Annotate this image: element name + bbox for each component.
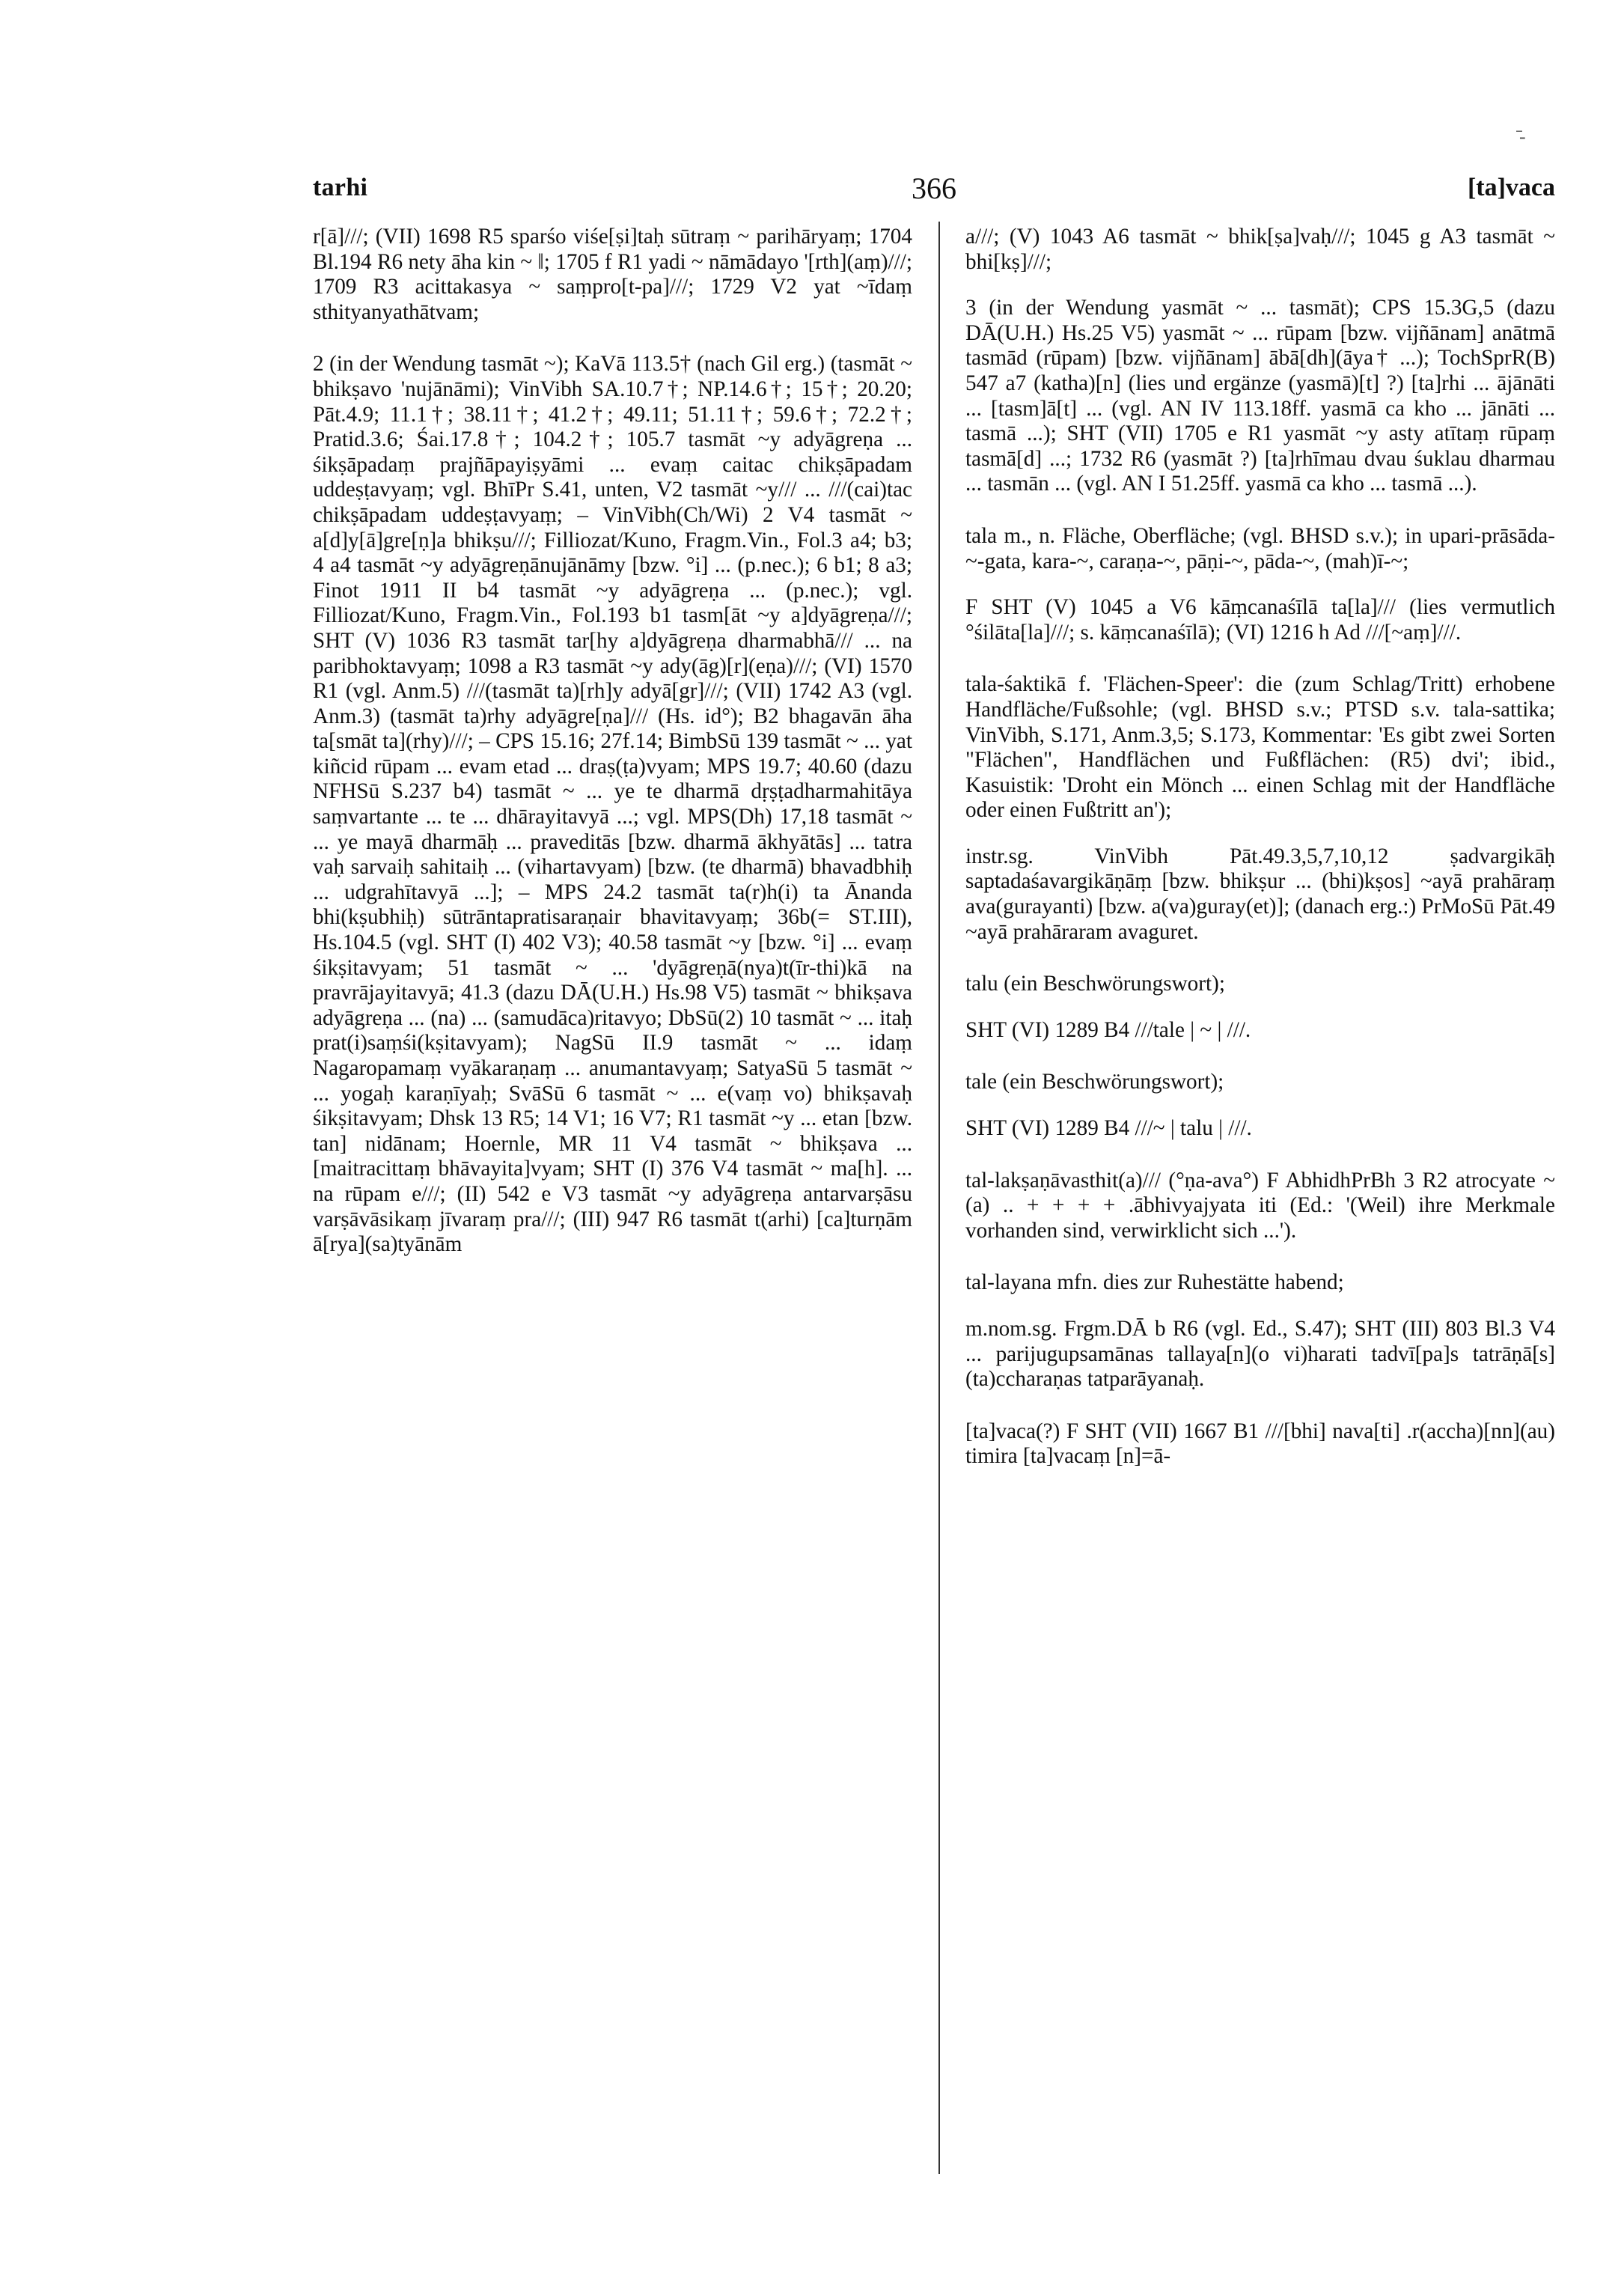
header-right-word: [ta]vaca — [1467, 174, 1555, 201]
right-column — [965, 225, 1555, 1469]
column-divider — [938, 222, 940, 2174]
entry-paragraph: m.nom.sg. Frgm.DĀ b R6 (vgl. Ed., S.47); SHT (III) 803 Bl.3 V4 ... parijugupsamānas tallaya[n](o vi)harati tadvī[pa]s tatrāṇā[s] (ta)ccharaṇas tatparāyanaḥ. — [965, 1317, 1555, 1392]
entry-paragraph: r[ā]///; (VII) 1698 R5 sparśo viśe[ṣi]taḥ sūtraṃ ~ parihāryaṃ; 1704 Bl.194 R6 nety āha kin ~ ‖; 1705 f R1 yadi ~ nāmādayo '[rth](aṃ)///; 1709 R3 acittakasya ~ saṃpro[t-pa]///; 1729 V2 yat ~īdaṃ sthityanyathātvam; — [313, 225, 912, 324]
entry-headword-tavaca: [ta]vaca(?) F SHT (VII) 1667 B1 ///[bhi] nava[ti] .r(accha)[nn](au) timira [ta]vacaṃ [n]=ā- — [965, 1419, 1555, 1469]
entry-paragraph: SHT (VI) 1289 B4 ///tale | ~ | ///. — [965, 1017, 1251, 1042]
entry-headword-talu: talu (ein Beschwörungswort); — [965, 972, 1225, 996]
entry-headword-tal-layana: tal-layana mfn. dies zur Ruhestätte habend; — [965, 1270, 1344, 1295]
corner-mark: ̄‑ — [1519, 126, 1526, 147]
page-header — [313, 171, 1555, 211]
page-number: 366 — [912, 171, 956, 205]
entry-headword-tala-saktika: tala-śaktikā f. 'Flächen-Speer': die (zum Schlag/Tritt) erhobene Handfläche/Fußsohle; (vgl. BHSD s.v.; PTSD s.v. tala-sattika; VinVibh, S.171, Anm.3,5; S.173, Kommentar: 'Es gibt zwei Sorten "Flächen", Handflächen und Fußflächen: (R5) dvi'; ibid., Kasuistik: 'Droht ein Mönch ... einen Schlag mit der Handfläche oder einen Fußtritt an'); — [965, 672, 1555, 823]
entry-paragraph: instr.sg. VinVibh Pāt.49.3,5,7,10,12 ṣadvargikāḥ saptadaśavargikāṇāṃ [bzw. bhikṣur ... (bhi)kṣos] ~ayā prahāraṃ ava(gurayanti) [bzw. a(va)guray(et)]; (danach erg.:) PrMoSū Pāt.49 ~ayā prahāraram avaguret. — [965, 844, 1555, 944]
entry-headword-tale: tale (ein Beschwörungswort); — [965, 1070, 1224, 1094]
entry-paragraph: 2 (in der Wendung tasmāt ~); KaVā 113.5† (nach Gil erg.) (tasmāt ~ bhikṣavo 'nujānāmi); VinVibh SA.10.7†; NP.14.6†; 15†; 20.20; Pāt.4.9; 11.1†; 38.11†; 41.2†; 49.11; 51.11†; 59.6†; 72.2†; Pratid.3.6; Śai.17.8†; 104.2†; 105.7 tasmāt ~y adyāgreṇa ... śikṣāpadaṃ prajñāpayiṣyāmi ... evaṃ caitac chikṣāpadam uddeṣṭavyaṃ; vgl. BhīPr S.41, unten, V2 tasmāt ~y/// ... ///(cai)tac chikṣāpadam uddeṣṭavyaṃ; – VinVibh(Ch/Wi) 2 V4 tasmāt ~ a[d]y[ā]gre[ṇ]a bhikṣu///; Filliozat/Kuno, Fragm.Vin., Fol.3 a4; b3; 4 a4 tasmāt ~y adyāgreṇānujānāmy [bzw. °i] ... (p.nec.); 6 b1; 8 a3; Finot 1911 II b4 tasmāt ~y adyāgreṇa ... (p.nec.); vgl. Filliozat/Kuno, Fragm.Vin., Fol.193 b1 tasm[āt ~y a]dyāgreṇa///; SHT (V) 1036 R3 tasmāt tar[hy a]dyāgreṇa dharmabhā/// ... na paribhoktavyaṃ; 1098 a R3 tasmāt ~y ady(āg)[r](eṇa)///; (VI) 1570 R1 (vgl. Anm.5) ///(tasmāt ta)[rh]y adyā[gr]///; (VII) 1742 A3 (vgl. Anm.3) (tasmāt ta)rhy adyāgre[ṇa]/// (Hs. id°); B2 bhagavān āha ta[smāt ta](rhy)///; – CPS 15.16; 27f.14; BimbSū 139 tasmāt ~ ... yat kiñcid rūpam ... evam etad ... draṣ(ṭa)vyam; MPS 19.7; 40.60 (dazu NFHSū S.237 b4) tasmāt ~ ... ye te dharmā dṛṣṭadharmahitāya saṃvartante ... te ... dhārayitavyā ...; vgl. MPS(Dh) 17,18 tasmāt ~ ... ye mayā dharmāḥ ... praveditās [bzw. dharmā ākhyātās] ... tatra vaḥ sarvaiḥ sahitaiḥ ... (vihartavyam) [bzw. (te dharmā) bhavadbhiḥ ... udgrahītavyā ...]; – MPS 24.2 tasmāt ta(r)h(i) ta Ānanda bhi(kṣubhiḥ) sūtrāntapratisaraṇair bhavitavyaṃ; 36b(= ST.III), Hs.104.5 (vgl. SHT (I) 402 V3); 40.58 tasmāt ~y [bzw. °i] ... evaṃ śikṣitavyam; 51 tasmāt ~ ... 'dyāgreṇā(nya)t(īr-thi)kā na pravrājayitavyā; 41.3 (dazu DĀ(U.H.) Hs.98 V5) tasmāt ~ bhikṣava adyāgreṇa ... (na) ... (samudāca)ritavyo; DbSū(2) 10 tasmāt ~ ... itaḥ prat(i)saṃśi(kṣitavyam); NagSū II.9 tasmāt ~ ... idaṃ Nagaropamaṃ vyākaraṇaṃ ... anumantavyaṃ; SatyaSū 5 tasmāt ~ ... yogaḥ karaṇīyaḥ; SvāSū 6 tasmāt ~ ... e(vaṃ vo) bhikṣavaḥ śikṣitavyam; Dhsk 13 R5; 14 V1; 16 V7; R1 tasmāt ~y ... etan [bzw. tan] nidānam; Hoernle, MR 11 V4 tasmāt ~ bhikṣava ... [maitracittaṃ bhāvayita]vyam; SHT (I) 376 V4 tasmāt ~ ma[h]. ... na rūpam e///; (II) 542 e V3 tasmāt ~y adyāgreṇa antarvarṣāsu varṣāvāsikaṃ jīvaraṃ pra///; (III) 947 R6 tasmāt t(arhi) [ca]turṇām ā[rya](sa)tyānām — [313, 352, 912, 1257]
entry-paragraph: a///; (V) 1043 A6 tasmāt ~ bhik[ṣa]vaḥ///; 1045 g A3 tasmāt ~ bhi[kṣ]///; — [965, 225, 1555, 274]
entry-paragraph: F SHT (V) 1045 a V6 kāṃcanaśīlā ta[la]/// (lies vermutlich °śilāta[la]///; s. kāṃcanaśīlā); (VI) 1216 h Ad ///[~aṃ]///. — [965, 595, 1555, 645]
entry-headword-tala: tala m., n. Fläche, Oberfläche; (vgl. BHSD s.v.); in upari-prāsāda-~-gata, kara-~, caraṇa-~, pāṇi-~, pāda-~, (mah)ī-~; — [965, 523, 1555, 573]
left-column — [313, 225, 912, 1258]
entry-paragraph: SHT (VI) 1289 B4 ///~ | talu | ///. — [965, 1116, 1252, 1141]
entry-headword-tal-laksana: tal-lakṣaṇāvasthit(a)/// (°ṇa-ava°) F AbhidhPrBh 3 R2 atrocyate ~(a) .. + + + + .ābhivyajyata iti (Ed.: '(Weil) ihre Merkmale vorhanden sind, verwirklicht sich ...'). — [965, 1168, 1555, 1243]
header-left-word: tarhi — [313, 174, 368, 201]
entry-paragraph: 3 (in der Wendung yasmāt ~ ... tasmāt); CPS 15.3G,5 (dazu DĀ(U.H.) Hs.25 V5) yasmāt ~ ... rūpam [bzw. vijñānam] anātmā tasmād (rūpam) [bzw. vijñānam] ābā[dh](āya† ...); TochSprR(B) 547 a7 (katha)[n] (lies und ergänze (yasmā)[t] ?) [ta]rhi ... ājānāti ... [tasm]ā[t] ... (vgl. AN IV 113.18ff. yasmā ca kho ... jānāti ... tasmā ...); SHT (VII) 1705 e R1 yasmāt ~y asty atītaṃ rūpaṃ tasmā[d] ...; 1732 R6 (yasmāt ?) [ta]rhīmau dvau śuklau dharmau ... tasmān ... (vgl. AN I 51.25ff. yasmā ca kho ... tasmā ...). — [965, 296, 1555, 496]
